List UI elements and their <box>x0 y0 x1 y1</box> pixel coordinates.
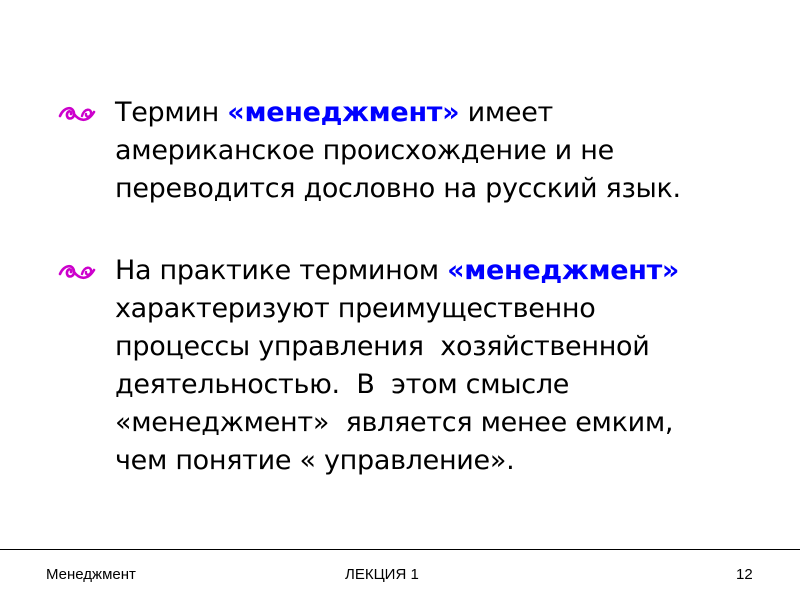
footer-page-number: 12 <box>736 566 753 583</box>
text-line: «менеджмент» является менее емким, <box>115 407 674 438</box>
ornament-swirl-icon <box>58 260 98 284</box>
footer-lecture-label: ЛЕКЦИЯ 1 <box>345 566 419 583</box>
text-line: деятельностью. В этом смысле <box>115 369 570 400</box>
ornament-swirl-icon <box>58 102 98 126</box>
text-line <box>115 252 725 290</box>
text-line: американское происхождение и не <box>115 135 614 166</box>
text-line: переводится дословно на русский язык. <box>115 173 681 204</box>
text-segment: На практике термином <box>115 255 448 286</box>
highlighted-term: «менеджмент» <box>227 97 460 128</box>
text-line: характеризуют преимущественно <box>115 293 596 324</box>
bullet-text-1 <box>115 94 725 208</box>
text-line: чем понятие « управление». <box>115 445 515 476</box>
bullet-text-2 <box>115 252 725 480</box>
highlighted-term: «менеджмент» <box>447 255 680 286</box>
bullet-item-1 <box>58 94 725 208</box>
footer-divider <box>0 549 800 550</box>
text-segment: Термин <box>115 97 228 128</box>
text-line: процессы управления хозяйственной <box>115 331 650 362</box>
bullet-item-2 <box>58 252 725 480</box>
text-line <box>115 94 725 132</box>
text-segment: имеет <box>459 97 553 128</box>
footer-course-title: Менеджмент <box>46 566 136 583</box>
